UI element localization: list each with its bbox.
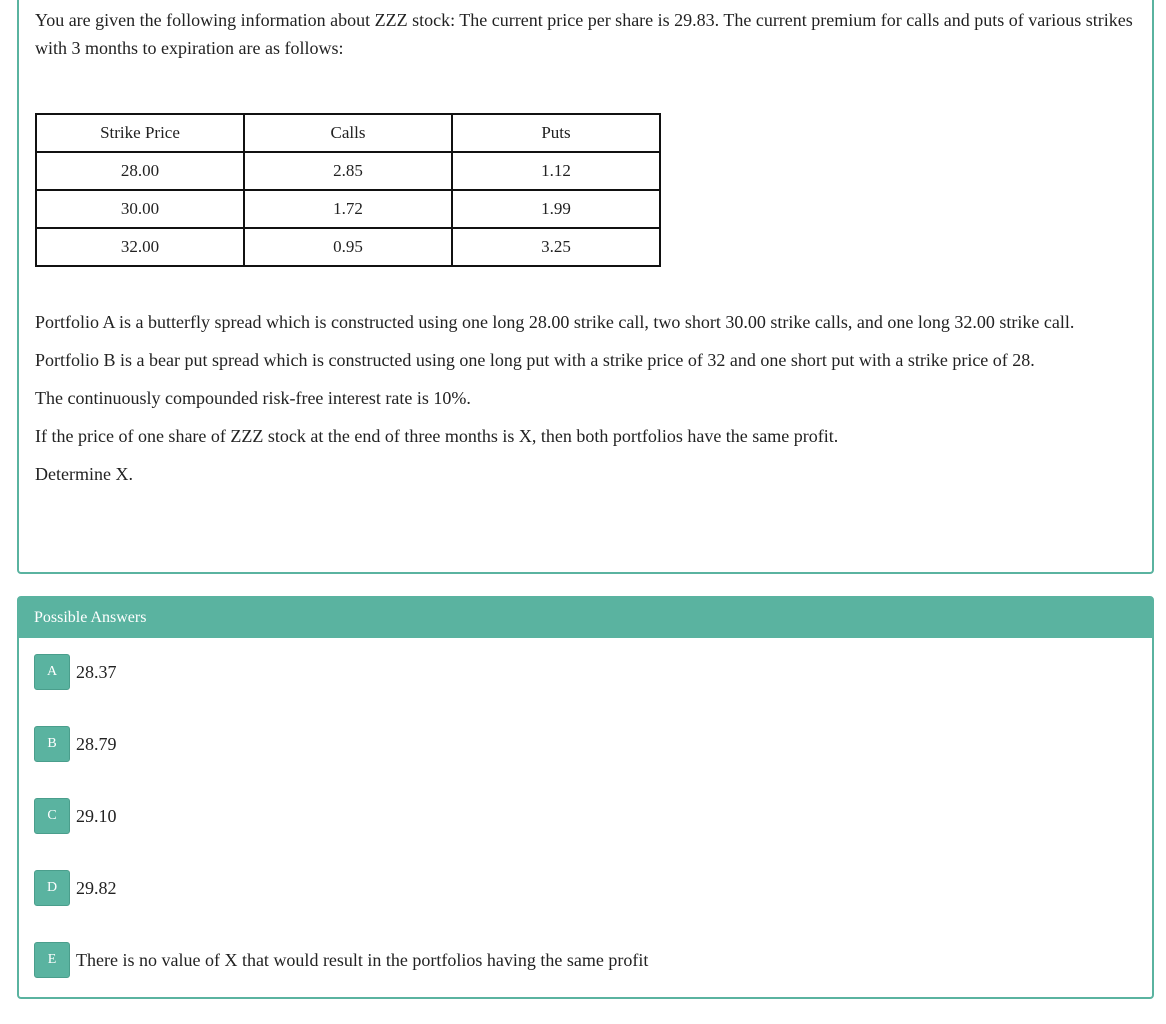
put-cell: 3.25 xyxy=(452,228,660,266)
question-panel xyxy=(17,0,1154,574)
answer-option-b[interactable] xyxy=(34,726,117,762)
strike-cell: 28.00 xyxy=(36,152,244,190)
put-cell: 1.12 xyxy=(452,152,660,190)
answer-letter-button[interactable]: B xyxy=(34,726,70,762)
answer-letter-button[interactable]: C xyxy=(34,798,70,834)
answer-option-c[interactable] xyxy=(34,798,117,834)
premium-table xyxy=(35,113,661,267)
question-body xyxy=(35,308,1135,498)
condition-text: If the price of one share of ZZZ stock at the end of three months is X, then both portfolios have the same profit. xyxy=(35,426,839,446)
answer-letter-button[interactable]: A xyxy=(34,654,70,690)
table-row xyxy=(36,228,660,266)
header-calls: Calls xyxy=(244,114,452,152)
strike-cell: 32.00 xyxy=(36,228,244,266)
header-puts: Puts xyxy=(452,114,660,152)
call-cell: 0.95 xyxy=(244,228,452,266)
put-cell: 1.99 xyxy=(452,190,660,228)
answer-text: There is no value of X that would result in the portfolios having the same profit xyxy=(76,950,649,970)
table-header-row xyxy=(36,114,660,152)
header-strike-price: Strike Price xyxy=(36,114,244,152)
answers-panel xyxy=(17,596,1154,999)
portfolio-a-text: Portfolio A is a butterfly spread which is constructed using one long 28.00 strike call, two short 30.00 strike calls, and one long 32.00 strike call. xyxy=(35,312,1075,332)
portfolio-b-text: Portfolio B is a bear put spread which is constructed using one long put with a strike price of 32 and one short put with a strike price of 28. xyxy=(35,350,1035,370)
answer-option-e[interactable] xyxy=(34,942,648,978)
call-cell: 1.72 xyxy=(244,190,452,228)
strike-cell: 30.00 xyxy=(36,190,244,228)
answer-letter-button[interactable]: E xyxy=(34,942,70,978)
answer-letter-button[interactable]: D xyxy=(34,870,70,906)
answer-text: 28.37 xyxy=(76,662,117,682)
interest-rate-text: The continuously compounded risk-free interest rate is 10%. xyxy=(35,388,471,408)
answers-header: Possible Answers xyxy=(19,598,1152,638)
table-row xyxy=(36,152,660,190)
answer-text: 29.82 xyxy=(76,878,117,898)
table-row xyxy=(36,190,660,228)
prompt-text: Determine X. xyxy=(35,464,133,484)
answer-option-a[interactable] xyxy=(34,654,117,690)
call-cell: 2.85 xyxy=(244,152,452,190)
answer-option-d[interactable] xyxy=(34,870,117,906)
question-intro: You are given the following information about ZZZ stock: The current price per share is 29.83. The current premium for calls and puts of various strikes with 3 months to expiration are as follows: xyxy=(35,10,1133,58)
answer-text: 29.10 xyxy=(76,806,117,826)
answer-text: 28.79 xyxy=(76,734,117,754)
